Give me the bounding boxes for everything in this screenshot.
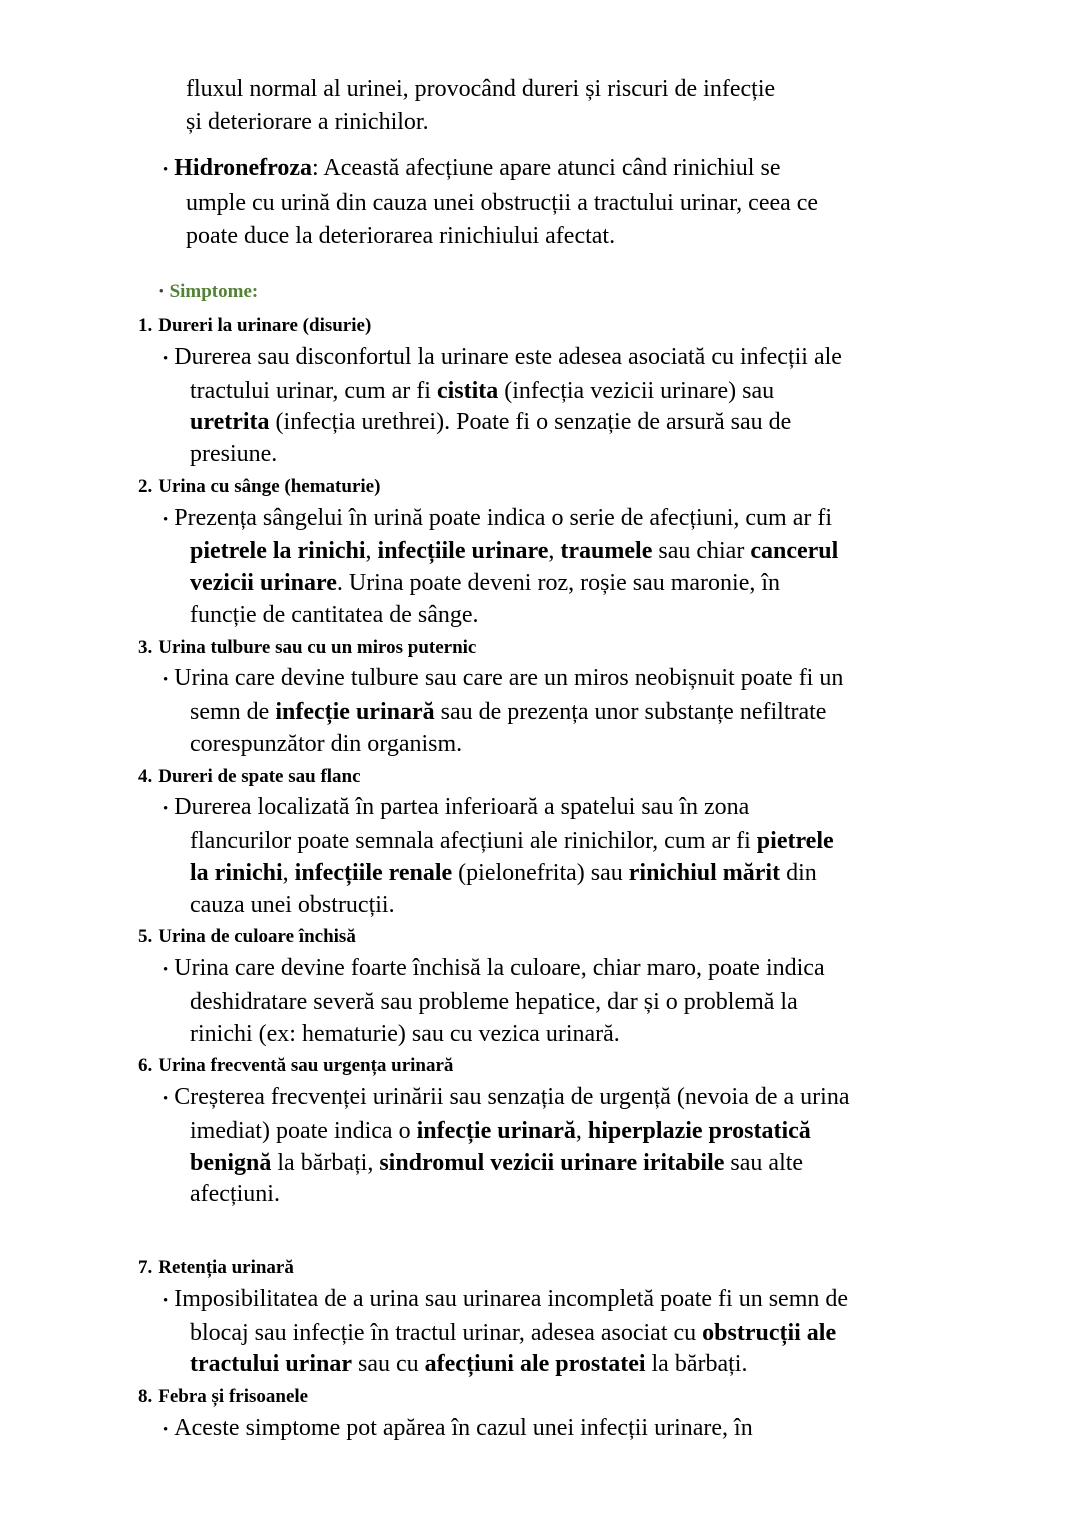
section-paragraph-7 bbox=[0, 1284, 850, 1381]
bold-text-run: infecție urinară bbox=[275, 699, 435, 725]
section-heading-2 bbox=[138, 471, 1080, 503]
bold-text-run: obstrucții ale tractului urinar bbox=[190, 1319, 837, 1378]
text-run: Durerea localizată în partea inferioară a spatelui sau în zona flancurilor poate semnala afecțiuni ale rinichilor, cum ar fi bbox=[174, 794, 757, 854]
section-heading-8 bbox=[138, 1381, 1080, 1413]
text-run: (infecția vezicii urinare) sau bbox=[498, 377, 775, 404]
text-run: Imposibilitatea de a urina sau urinarea incompletă poate fi un semn de blocaj sau infecție în tractul urinar, adesea asociat cu bbox=[174, 1285, 849, 1346]
text-run: Creșterea frecvenței urinării sau senzația de urgență (nevoia de a urina imediat) poate indica o bbox=[174, 1084, 850, 1144]
text-run: , bbox=[548, 538, 561, 565]
bold-text-run: uretrita bbox=[190, 409, 270, 436]
text-run: Aceste simptome pot apărea în cazul unei infecții urinare, în bbox=[174, 1414, 753, 1441]
section-title: Urina cu sânge (hematurie) bbox=[158, 475, 381, 497]
section-number: 2. bbox=[138, 475, 153, 497]
bullet-icon: • bbox=[163, 162, 169, 178]
bold-text-run: hiperplazie prostatică benignă bbox=[190, 1117, 811, 1176]
bullet-icon: • bbox=[163, 511, 169, 528]
text-run: Durerea sau disconfortul la urinare este adesea asociată cu infecții ale tractului urinar, cum ar fi bbox=[174, 343, 842, 404]
text-run: Urina care devine foarte închisă la culoare, chiar maro, poate indica deshidratare severă sau probleme hepatice, dar și o problemă la rinichi (ex: hematurie) sau cu vezica urinară. bbox=[174, 955, 825, 1047]
bullet-icon: • bbox=[163, 1421, 169, 1438]
bold-text-run: pietrele la rinichi bbox=[190, 828, 834, 886]
section-heading-3 bbox=[138, 632, 1080, 664]
text-run: sau chiar bbox=[652, 538, 751, 565]
text-run: , bbox=[282, 859, 295, 886]
section-title: Febra și frisoanele bbox=[158, 1386, 309, 1407]
bullet-icon: • bbox=[163, 1292, 169, 1309]
section-title: Retenția urinară bbox=[158, 1257, 294, 1278]
bullet-icon: • bbox=[159, 283, 164, 298]
section-heading-7 bbox=[138, 1252, 1080, 1284]
text-run: , bbox=[365, 538, 378, 565]
section-paragraph-6 bbox=[0, 1082, 850, 1211]
bold-text-run: traumele bbox=[560, 538, 653, 565]
section-paragraph-2 bbox=[0, 503, 850, 632]
section-heading-5 bbox=[138, 921, 1080, 953]
symptoms-heading-label: Simptome: bbox=[169, 281, 259, 302]
section-paragraph-8 bbox=[0, 1413, 850, 1447]
bold-text-run: pietrele la rinichi bbox=[190, 538, 366, 565]
section-title: Dureri de spate sau flanc bbox=[158, 765, 361, 787]
text-run: sau de prezența unor substanțe nefiltrate corespunzător din organism. bbox=[190, 699, 827, 757]
section-heading-1 bbox=[138, 310, 1080, 342]
section-number: 6. bbox=[138, 1055, 153, 1077]
text-run: la bărbați, bbox=[271, 1149, 380, 1176]
section-heading-6 bbox=[138, 1050, 1080, 1082]
section-heading-4 bbox=[138, 761, 1080, 793]
section-paragraph-1 bbox=[0, 342, 850, 471]
bold-text-run: cistita bbox=[436, 377, 499, 404]
text-run: , bbox=[575, 1117, 588, 1144]
section-title: Dureri la urinare (disurie) bbox=[158, 315, 372, 336]
text-run: : Această afecțiune apare atunci când rinichiul se umple cu urină din cauza unei obstrucții a tractului urinar, ceea ce poate duce la deteriorarea rinichiului afectat. bbox=[186, 155, 819, 249]
section-number: 3. bbox=[138, 636, 153, 658]
bold-text-run: infecțiile renale bbox=[294, 859, 453, 886]
symptom-sections bbox=[0, 310, 1080, 1447]
bold-text-run: infecție urinară bbox=[416, 1117, 576, 1144]
continuation-paragraph: fluxul normal al urinei, provocând dureri și riscuri de infecție și deteriorare a rinichilor. bbox=[186, 76, 776, 135]
bold-text-run: afecțiuni ale prostatei bbox=[424, 1351, 646, 1378]
section-title: Urina frecventă sau urgența urinară bbox=[158, 1055, 454, 1077]
section-paragraph-5 bbox=[0, 953, 850, 1050]
bullet-icon: • bbox=[163, 350, 169, 367]
bullet-item-hidronefroza bbox=[0, 152, 826, 253]
section-number: 5. bbox=[138, 926, 153, 948]
text-run: (infecția urethrei). Poate fi o senzație de arsură sau de presiune. bbox=[190, 409, 792, 467]
bold-text-run: cancerul vezicii urinare bbox=[190, 538, 839, 596]
section-number: 1. bbox=[138, 315, 153, 336]
bold-text-run: infecțiile urinare bbox=[377, 538, 549, 565]
section-paragraph-4 bbox=[0, 792, 850, 921]
text-run: sau cu bbox=[352, 1351, 425, 1378]
bullet-icon: • bbox=[163, 962, 169, 978]
text-run: la bărbați. bbox=[645, 1351, 748, 1378]
text-run: sau alte afecțiuni. bbox=[190, 1149, 804, 1208]
section-number: 4. bbox=[138, 765, 153, 787]
text-run: Urina care devine tulbure sau care are un miros neobișnuit poate fi un semn de bbox=[174, 665, 844, 725]
section-title: Urina tulbure sau cu un miros puternic bbox=[158, 636, 477, 658]
bullet-icon: • bbox=[163, 1091, 169, 1107]
bold-text-run: Hidronefroza bbox=[174, 155, 313, 181]
bold-text-run: sindromul vezicii urinare iritabile bbox=[379, 1149, 725, 1176]
text-run: Prezența sângelui în urină poate indica o serie de afecțiuni, cum ar fi bbox=[174, 504, 832, 531]
symptoms-heading bbox=[159, 279, 1080, 304]
section-number: 8. bbox=[138, 1386, 153, 1407]
bullet-icon: • bbox=[163, 672, 169, 689]
text-run: . Urina poate deveni roz, roșie sau maronie, în funcție de cantitatea de sânge. bbox=[190, 570, 781, 628]
bold-text-run: rinichiul mărit bbox=[628, 859, 781, 886]
text-run: din cauza unei obstrucții. bbox=[190, 859, 817, 918]
text-run: (pielonefrita) sau bbox=[452, 859, 629, 886]
bullet-icon: • bbox=[163, 801, 169, 818]
section-paragraph-3 bbox=[0, 663, 850, 760]
section-title: Urina de culoare închisă bbox=[158, 926, 356, 948]
section-number: 7. bbox=[138, 1257, 153, 1278]
